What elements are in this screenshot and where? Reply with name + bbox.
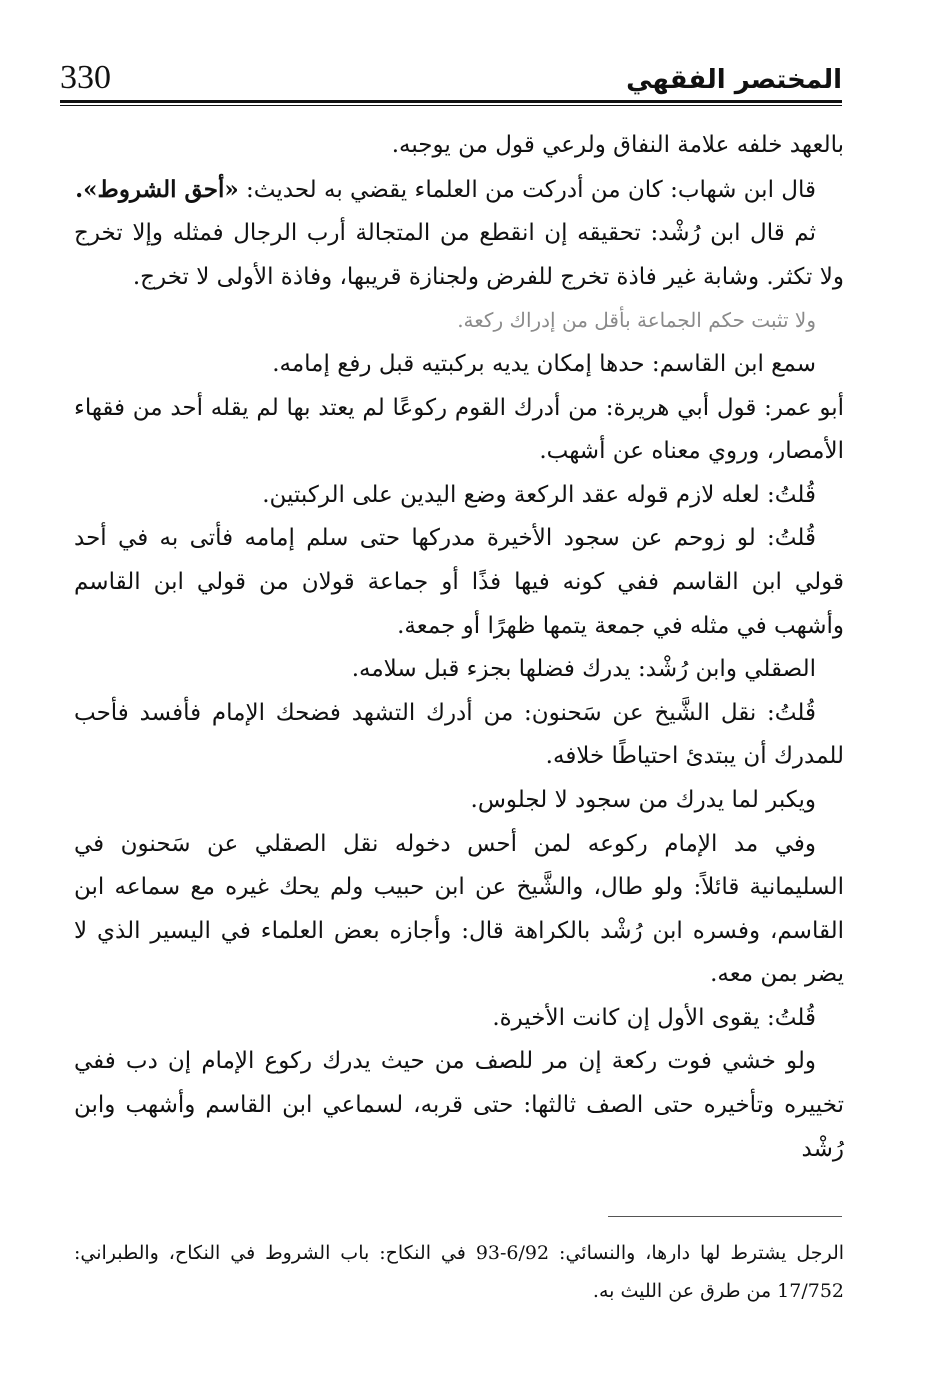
header-rule [60, 100, 842, 103]
paragraph: قُلتُ: يقوى الأول إن كانت الأخيرة. [492, 1004, 816, 1031]
header-rule-thin [60, 105, 842, 106]
paragraph-text: قال ابن شهاب: كان من أدركت من العلماء يقضي به لحديث: [238, 176, 816, 203]
paragraph: بالعهد خلفه علامة النفاق ولرعي قول من يوجبه. [391, 132, 844, 158]
paragraph: ويكبر لما يدرك من سجود لا لجلوس. [470, 786, 816, 813]
body-text [74, 124, 844, 1171]
paragraph: وفي مد الإمام ركوعه لمن أحس دخوله نقل الصقلي عن سَحنون في السليمانية قائلاً: ولو طال، والشَّيخ عن ابن حبيب ولم يحك غيره مع سماعه ابن القاسم، وفسره ابن رُشْد بالكراهة قال: وأجازه بعض العلماء في اليسير الذي لا يضر بمن معه. [74, 830, 844, 988]
paragraph: الصقلي وابن رُشْد: يدرك فضلها بجزء قبل سلامه. [351, 656, 816, 683]
paragraph: ولو خشي فوت ركعة إن مر للصف من حيث يدرك ركوع الإمام إن دب ففي تخييره وتأخيره حتى الصف ثالثها: حتى قربه، لسماعي ابن القاسم وأشهب وابن رُشْد [74, 1048, 844, 1162]
paragraph: أبو عمر: قول أبي هريرة: من أدرك القوم ركوعًا لم يعتد بها لم يقله أحد من فقهاء الأمصار، وروي معناه عن أشهب. [74, 394, 844, 465]
footnote: الرجل يشترط لها دارها، والنسائي: 6/92-93 في النكاح: باب الشروط في النكاح، والطبراني: 17/752 من طرق عن الليث به. [74, 1242, 845, 1302]
paragraph: سمع ابن القاسم: حدها إمكان يديه بركبتيه قبل رفع إمامه. [272, 350, 816, 377]
page-number: 330 [60, 59, 111, 96]
footnote-separator [608, 1216, 842, 1217]
paragraph [74, 168, 844, 213]
faded-paragraph: ولا تثبت حكم الجماعة بأقل من إدراك ركعة. [457, 308, 816, 333]
paragraph: قُلتُ: لو زوحم عن سجود الأخيرة مدركها حتى سلم إمامه فأتى به في أحد قولي ابن القاسم ففي كونه فيها فذًا أو جماعة قولان من قولي ابن القاسم وأشهب في مثله في جمعة يتمها ظهرًا أو جمعة. [74, 525, 844, 639]
book-title: المختصر الفقهي [626, 65, 842, 95]
hadith-quote: «أحق الشروط». [75, 175, 239, 203]
page-header [60, 52, 842, 98]
paragraph: قُلتُ: لعله لازم قوله عقد الركعة وضع اليدين على الركبتين. [262, 481, 816, 508]
paragraph: ثم قال ابن رُشْد: تحقيقه إن انقطع من المتجالة أرب الرجال فمثله وإلا تخرج ولا تكثر. وشابة غير فاذة تخرج للفرض ولجنازة قريبها، وفاذة الأولى لا تخرج. [74, 220, 844, 290]
paragraph: قُلتُ: نقل الشَّيخ عن سَحنون: من أدرك التشهد فضحك الإمام فأفسد فأحب للمدرك أن يبتدئ احتياطًا خلافه. [74, 699, 844, 770]
